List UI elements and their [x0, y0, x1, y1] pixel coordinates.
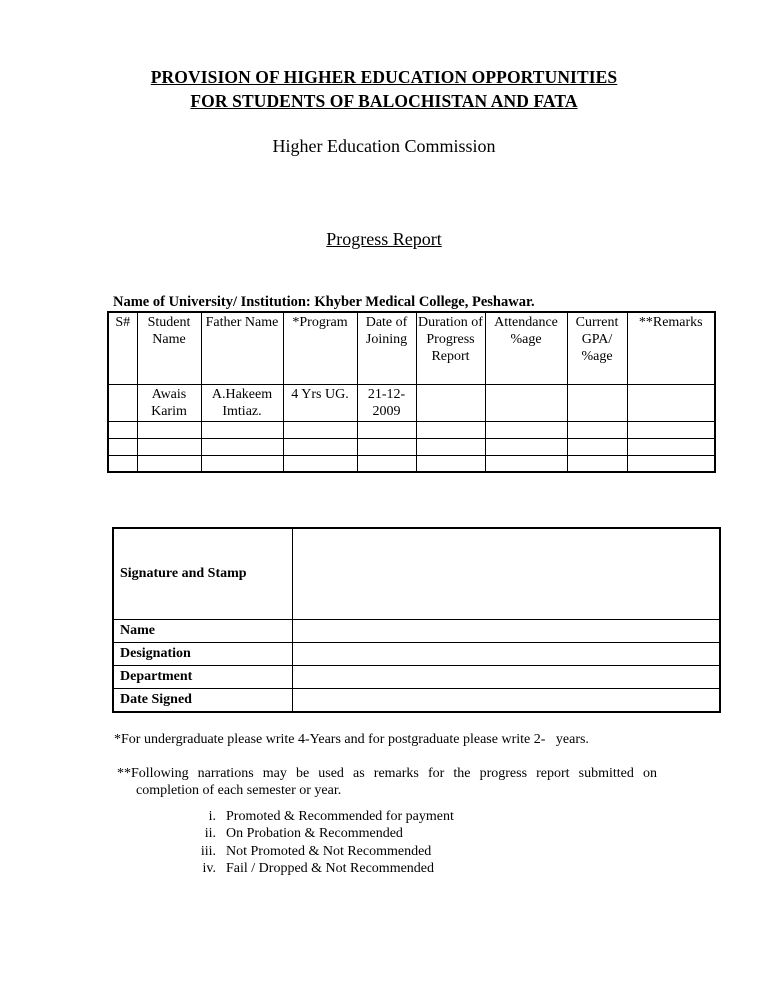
name-field[interactable] [292, 619, 720, 642]
cell-gpa[interactable] [567, 384, 627, 421]
list-item [190, 826, 403, 842]
report-title: Progress Report [326, 229, 442, 249]
organization-name: Higher Education Commission [272, 136, 496, 156]
empty-cell[interactable] [201, 421, 283, 438]
empty-cell[interactable] [567, 455, 627, 472]
header-remarks: **Remarks [627, 312, 715, 384]
table-header-row [108, 312, 715, 384]
list-text: Not Promoted & Not Recommended [226, 844, 432, 859]
header-student-name: Student Name [137, 312, 201, 384]
header-gpa: Current GPA/ %age [567, 312, 627, 384]
list-text: Promoted & Recommended for payment [226, 809, 454, 824]
signature-label: Signature and Stamp [113, 528, 292, 619]
empty-cell[interactable] [357, 421, 416, 438]
date-signed-row [113, 688, 720, 712]
date-signed-label: Date Signed [113, 688, 292, 712]
date-signed-field[interactable] [292, 688, 720, 712]
header-duration: Duration of Progress Report [416, 312, 485, 384]
institution-line: Name of University/ Institution: Khyber Medical College, Peshawar. [113, 294, 535, 310]
table-row [108, 384, 715, 421]
empty-cell[interactable] [567, 421, 627, 438]
empty-cell[interactable] [108, 455, 137, 472]
list-item [190, 861, 434, 877]
empty-cell[interactable] [108, 421, 137, 438]
department-label: Department [113, 665, 292, 688]
empty-cell[interactable] [485, 421, 567, 438]
signature-field[interactable] [292, 528, 720, 619]
empty-cell[interactable] [627, 455, 715, 472]
empty-cell[interactable] [416, 438, 485, 455]
cell-attendance[interactable] [485, 384, 567, 421]
header-attendance: Attendance %age [485, 312, 567, 384]
table-row [108, 421, 715, 438]
name-label: Name [113, 619, 292, 642]
designation-row [113, 642, 720, 665]
designation-label: Designation [113, 642, 292, 665]
title-line-1: PROVISION OF HIGHER EDUCATION OPPORTUNITIES [150, 67, 618, 87]
remarks-note-line-2: completion of each semester or year. [136, 783, 342, 798]
list-item [190, 844, 431, 860]
name-row [113, 619, 720, 642]
cell-program[interactable]: 4 Yrs UG. [283, 384, 357, 421]
cell-duration[interactable] [416, 384, 485, 421]
empty-cell[interactable] [567, 438, 627, 455]
cell-remarks[interactable] [627, 384, 715, 421]
progress-table [107, 311, 716, 473]
empty-cell[interactable] [137, 455, 201, 472]
signature-table [112, 527, 721, 713]
empty-cell[interactable] [137, 438, 201, 455]
title-line-2: FOR STUDENTS OF BALOCHISTAN AND FATA [190, 91, 578, 111]
empty-cell[interactable] [283, 421, 357, 438]
empty-cell[interactable] [627, 421, 715, 438]
empty-cell[interactable] [201, 455, 283, 472]
empty-cell[interactable] [416, 421, 485, 438]
list-number: iii. [200, 844, 216, 859]
remarks-note-line-1: **Following narrations may be used as remarks for the progress report submitted on [117, 766, 657, 781]
list-text: On Probation & Recommended [226, 826, 403, 841]
program-note: *For undergraduate please write 4-Years and for postgraduate please write 2- years. [114, 732, 589, 747]
empty-cell[interactable] [627, 438, 715, 455]
cell-sno[interactable] [108, 384, 137, 421]
empty-cell[interactable] [416, 455, 485, 472]
cell-student-name[interactable]: Awais Karim [137, 384, 201, 421]
signature-row [113, 528, 720, 619]
empty-cell[interactable] [201, 438, 283, 455]
empty-cell[interactable] [283, 438, 357, 455]
cell-father-name[interactable]: A.Hakeem Imtiaz. [201, 384, 283, 421]
table-row [108, 455, 715, 472]
cell-date-of-joining[interactable]: 21-12-2009 [357, 384, 416, 421]
empty-cell[interactable] [357, 438, 416, 455]
empty-cell[interactable] [357, 455, 416, 472]
list-number: i. [208, 809, 216, 824]
header-father-name: Father Name [201, 312, 283, 384]
list-number: ii. [204, 826, 216, 841]
header-sno: S# [108, 312, 137, 384]
empty-cell[interactable] [108, 438, 137, 455]
list-text: Fail / Dropped & Not Recommended [226, 861, 435, 876]
empty-cell[interactable] [485, 455, 567, 472]
department-row [113, 665, 720, 688]
header-program: *Program [283, 312, 357, 384]
list-item [190, 809, 454, 825]
header-date-of-joining: Date of Joining [357, 312, 416, 384]
empty-cell[interactable] [485, 438, 567, 455]
table-row [108, 438, 715, 455]
empty-cell[interactable] [137, 421, 201, 438]
list-number: iv. [202, 861, 216, 876]
empty-cell[interactable] [283, 455, 357, 472]
designation-field[interactable] [292, 642, 720, 665]
department-field[interactable] [292, 665, 720, 688]
